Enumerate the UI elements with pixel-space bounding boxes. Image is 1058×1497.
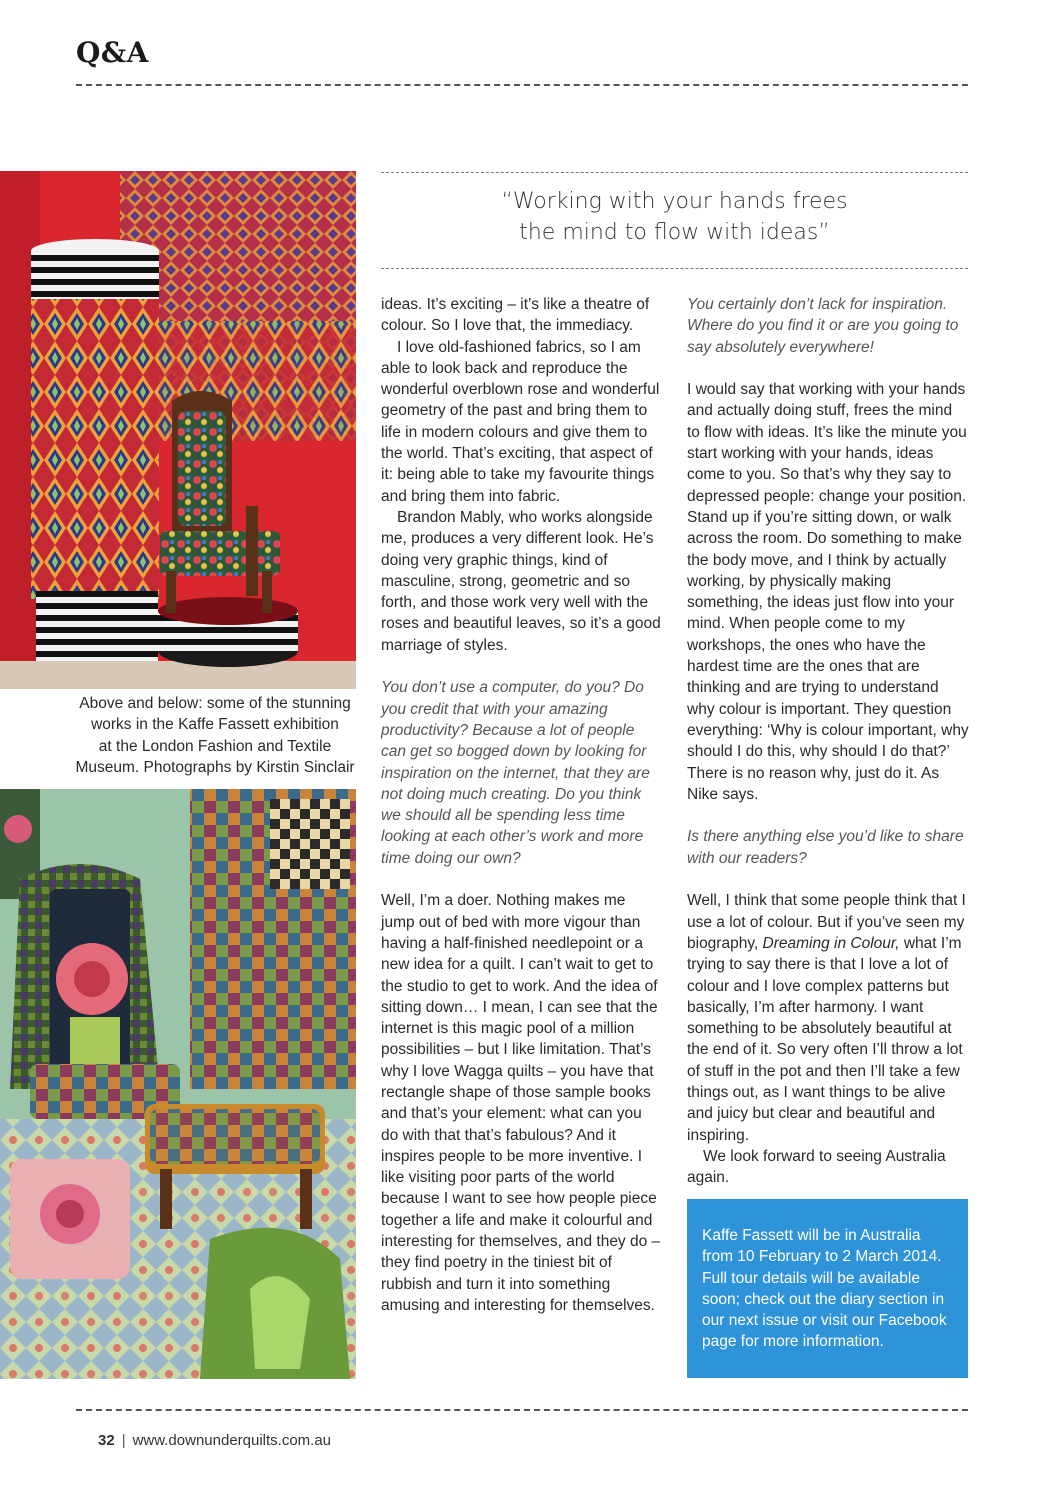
article-column-1 [381, 294, 663, 1338]
caption-line: Above and below: some of the stunning [79, 695, 351, 712]
photo-bottom [0, 789, 356, 1379]
page-number: 32 [98, 1432, 115, 1449]
exhibition-needlepoint-chairs-image [0, 789, 356, 1379]
interview-answer: I would say that working with your hands and actually doing stuff, frees the mind to flow with ideas. It’s like the minute you start working with your hands, ideas come to you. So that’s why they say to depressed people: change your position. Stand up if you’re sitting down, or walk across the room. Do something to make the body move, and I think by actually working, by physically making something, the ideas just flow into your mind. When people come to my workshops, the ones who have the hardest time are the ones that are thinking and are trying to understand why colour is important. They question everything: ‘Why is colour important, why should I do this, why should I do that?’ There is no reason why, just do it. As Nike says. [687, 381, 969, 803]
pull-quote-line: “Working with your hands frees [501, 189, 848, 214]
pull-quote [381, 186, 968, 248]
photo-top [0, 171, 356, 689]
footer-separator: | [121, 1432, 126, 1449]
body-paragraph: We look forward to seeing Australia again. [687, 1147, 946, 1187]
interview-question: You don’t use a computer, do you? Do you credit that with your amazing productivity? Because a lot of people can get so bogged down by looking for inspiration on the internet, that they are not doing much creating. Do you think we should all be spending less time looking at each other’s work and more time doing our own? [381, 679, 650, 867]
exhibition-column-chair-image [0, 171, 356, 689]
tour-info-box [687, 1199, 968, 1378]
interview-question: Is there anything else you’d like to share with our readers? [687, 828, 964, 867]
book-title: Dreaming in Colour, [762, 934, 900, 952]
website-link[interactable]: www.downunderquilts.com.au [132, 1432, 332, 1449]
header-divider [76, 84, 968, 86]
article-column-2 [687, 294, 969, 1188]
caption-line: Museum. Photographs by Kirstin Sinclair [75, 758, 355, 776]
photo-caption [60, 693, 370, 778]
caption-line: at the London Fashion and Textile [98, 737, 332, 755]
answer-text: what I’m trying to say there is that I love a lot of colour and I love complex patterns but basically, I’m after harmony. I want something to be absolutely beautiful at the end of it. So very often I’ll throw a lot of stuff in the pot and then I’ll take a few things out, as I want things to be alive and juicy but clear and beautiful and inspiring. [687, 934, 963, 1144]
section-title: Q&A [76, 36, 149, 69]
caption-line: works in the Kaffe Fassett exhibition [91, 716, 339, 734]
body-paragraph: I love old-fashioned fabrics, so I am able to look back and reproduce the wonderful overblown rose and wonderful geometry of the past and bring them to life in modern colours and give them to the world. That’s exciting, that aspect of it: being able to take my favourite things and bring them into fabric. [381, 338, 660, 505]
interview-answer: Well, I’m a doer. Nothing makes me jump out of bed with more vigour than having a half-finished needlepoint or a new idea for a quilt. I can’t wait to get to the studio to get to work. And the idea of sitting down… I mean, I can see that the internet is this magic pool of a million possibilities – but I like limitation. That’s why I love Wagga quilts – you have that rectangle shape of those sample books and that’s your element: what can you do with that that’s fabulous? And it inspires people to be more inventive. I like visiting poor parts of the world because I want to see how people piece together a life and make it colourful and interesting for themselves, and they do – they find poetry in the tiniest bit of rubbish and turn it into something amusing and interesting for themselves. [381, 892, 661, 1314]
interview-answer [687, 890, 969, 1146]
pull-quote-top-rule [381, 172, 968, 173]
footer [98, 1432, 331, 1449]
body-paragraph: Brandon Mably, who works alongside me, produces a very different look. He’s doing very graphic things, kind of masculine, strong, geometric and so forth, and those work very well with the roses and beautiful leaves, so it’s a good marriage of styles. [381, 508, 661, 654]
answer-text: Well, I think that some people think that I use a lot of colour. But if you’ve seen my biography, [687, 892, 966, 952]
pull-quote-line: the mind to flow with ideas” [519, 220, 830, 245]
pull-quote-bottom-rule [381, 268, 968, 269]
tour-info-text: Kaffe Fassett will be in Australia from 10 February to 2 March 2014. Full tour details will be available soon; check out the diary section in our next issue or visit our Facebook page for more information. [702, 1227, 947, 1351]
body-paragraph: ideas. It’s exciting – it’s like a theatre of colour. So I love that, the immediacy. [381, 296, 650, 335]
interview-question: You certainly don’t lack for inspiration. Where do you find it or are you going to say absolutely everywhere! [687, 296, 959, 356]
footer-divider [76, 1409, 968, 1411]
